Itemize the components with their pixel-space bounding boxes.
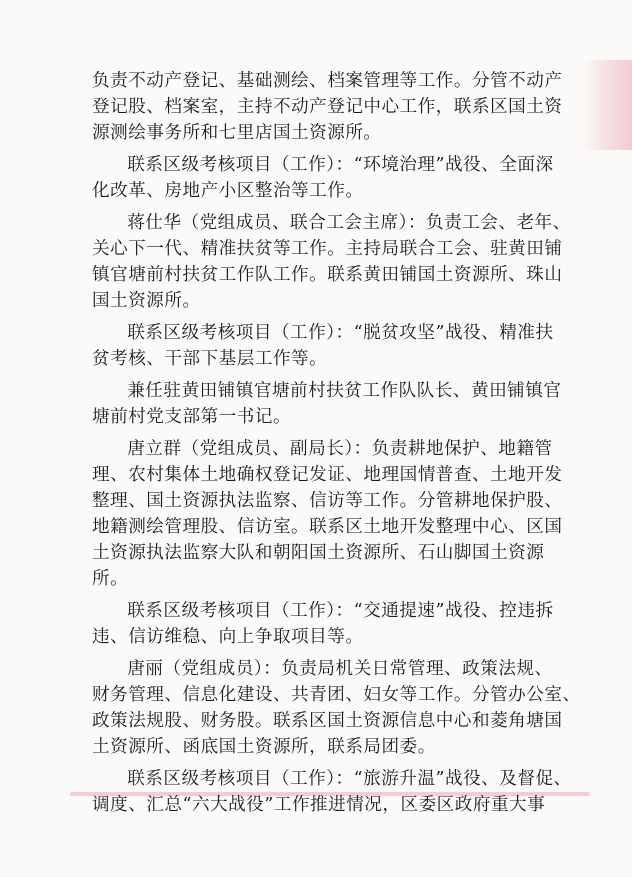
text-line: 土资源执法监察大队和朝阳国土资源所、石山脚国土资源	[92, 543, 545, 563]
paragraph	[92, 68, 563, 146]
text-line: 理、农村集体土地确权登记发证、地理国情普查、土地开发	[92, 465, 563, 485]
paragraph	[92, 378, 562, 430]
text-line: 塘前村党支部第一书记。	[92, 407, 292, 427]
text-line: 国土资源所。	[92, 291, 201, 311]
text-line: 唐立群（党组成员、副局长）：负责耕地保护、地籍管	[127, 439, 553, 459]
text-line: 兼任驻黄田铺镇官塘前村扶贫工作队队长、黄田铺镇官	[127, 381, 562, 401]
text-line: 唐丽（党组成员）：负责局机关日常管理、政策法规、	[127, 659, 553, 679]
text-line: 土资源所、函底国土资源所，联系局团委。	[92, 737, 436, 757]
paragraph	[92, 766, 572, 818]
text-line: 镇官塘前村扶贫工作队工作。联系黄田铺国土资源所、珠山	[92, 265, 563, 285]
text-line: 违、信访维稳、向上争取项目等。	[92, 627, 364, 647]
text-line: 蒋仕华（党组成员、联合工会主席）：负责工会、老年、	[127, 213, 571, 233]
text-line: 化改革、房地产小区整治等工作。	[92, 181, 364, 201]
text-line: 所。	[92, 569, 129, 589]
paragraph	[92, 320, 554, 372]
text-line: 地籍测绘管理股、信访室。联系区土地开发整理中心、区国	[92, 517, 563, 537]
paragraph	[92, 656, 581, 760]
text-line: 关心下一代、精准扶贫等工作。主持局联合工会、驻黄田铺	[92, 239, 563, 259]
paragraph	[92, 436, 563, 592]
text-line: 贫考核、干部下基层工作等。	[92, 349, 328, 369]
text-line: 源测绘事务所和七里店国土资源所。	[92, 123, 382, 143]
document-body	[92, 68, 581, 824]
red-bleed-through	[584, 60, 632, 150]
text-line: 联系区级考核项目（工作）：“旅游升温”战役、及督促、	[127, 769, 572, 789]
text-line: 登记股、档案室，主持不动产登记中心工作，联系区国土资	[92, 97, 563, 117]
text-line: 联系区级考核项目（工作）：“环境治理”战役、全面深	[127, 155, 554, 175]
text-line: 整理、国土资源执法监察、信访等工作。分管耕地保护股、	[92, 491, 563, 511]
text-line: 财务管理、信息化建设、共青团、妇女等工作。分管办公室、	[92, 685, 581, 705]
paragraph	[92, 152, 554, 204]
text-line: 调度、汇总“六大战役”工作推进情况，区委区政府重大事	[92, 795, 546, 815]
paragraph	[92, 598, 554, 650]
text-line: 联系区级考核项目（工作）：“交通提速”战役、控违拆	[127, 601, 554, 621]
paragraph	[92, 210, 571, 314]
text-line: 联系区级考核项目（工作）：“脱贫攻坚”战役、精准扶	[127, 323, 554, 343]
text-line: 负责不动产登记、基础测绘、档案管理等工作。分管不动产	[92, 71, 563, 91]
text-line: 政策法规股、财务股。联系区国土资源信息中心和菱角塘国	[92, 711, 563, 731]
